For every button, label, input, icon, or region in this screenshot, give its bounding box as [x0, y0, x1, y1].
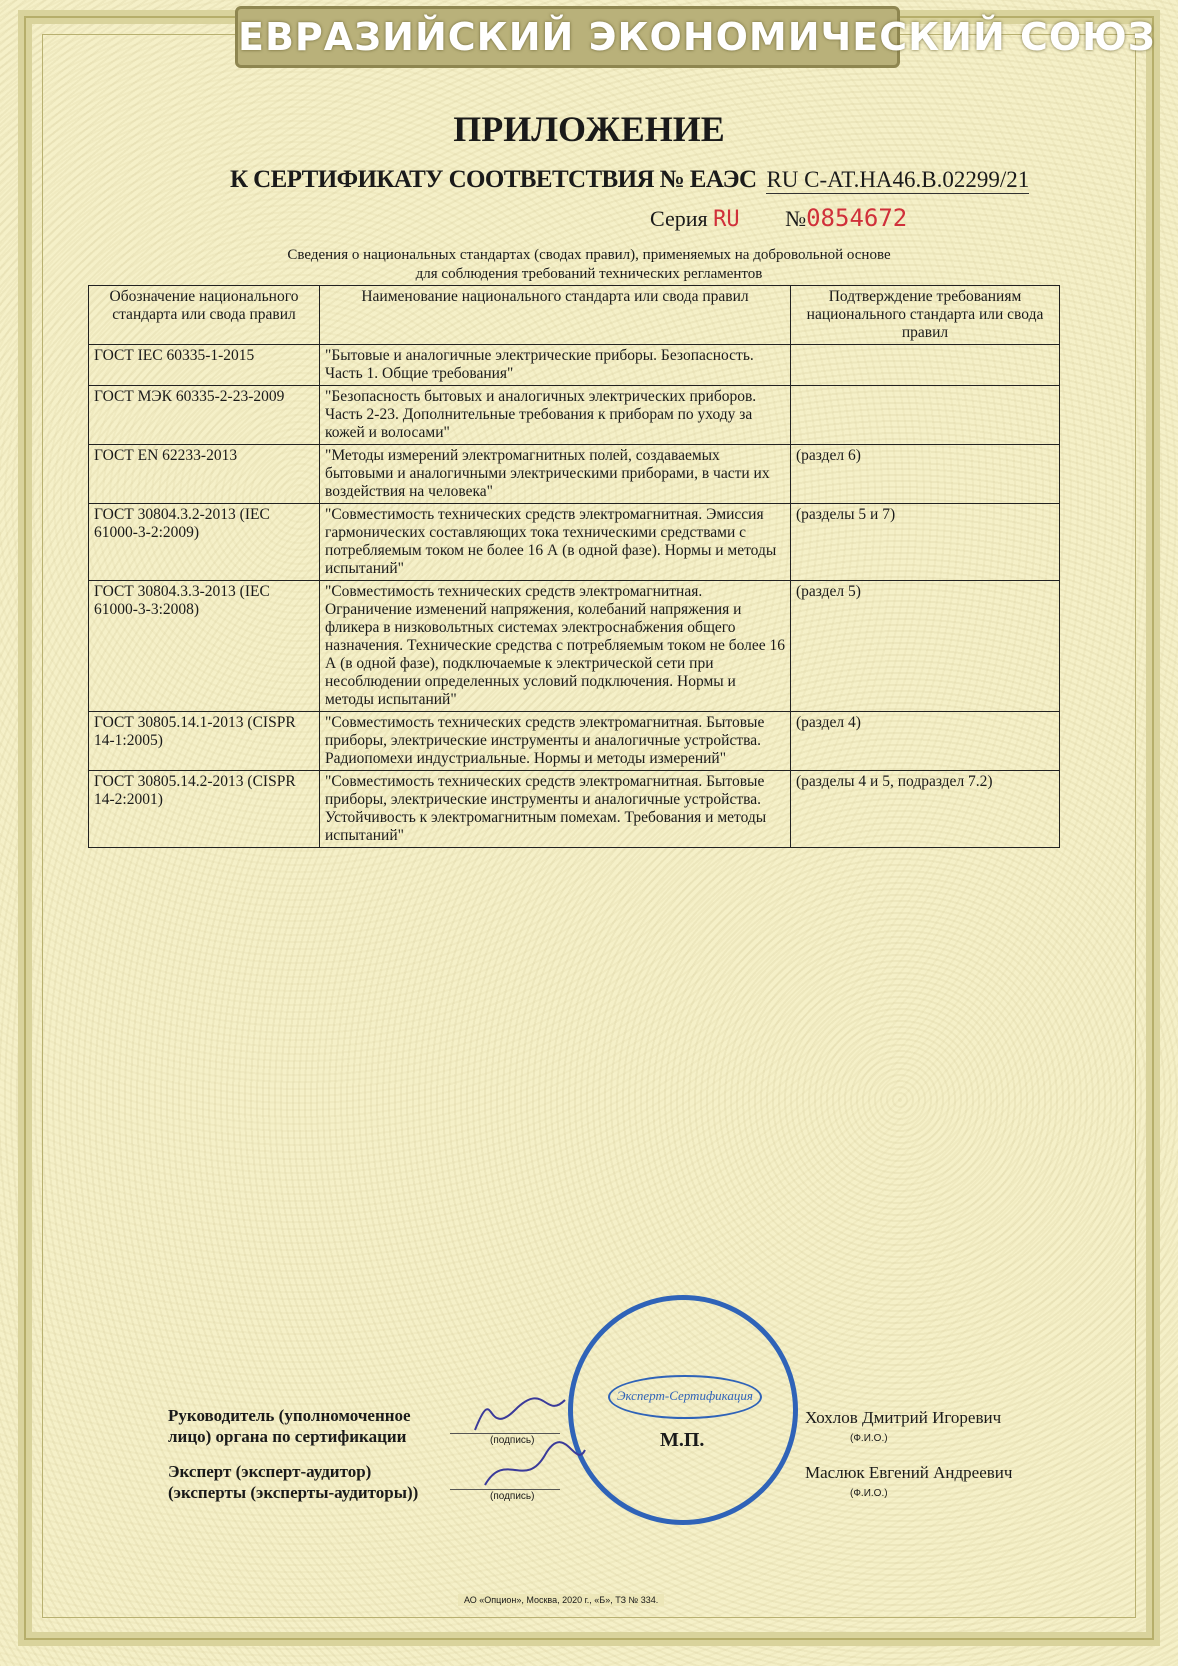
table-row: [89, 712, 1060, 771]
series-label: Серия: [650, 206, 708, 231]
standard-name: "Совместимость технических средств электромагнитная. Ограничение изменений напряжения, колебаний напряжения и фликера в низковольтных системах электроснабжения общего назначения. Технические средства с потребляемым током не более 16 А (в одной фазе), подключаемые к электрической сети при несоблюдении определенных условий подключения. Нормы и методы испытаний": [320, 581, 791, 712]
column-header: Обозначение национального стандарта или свода правил: [89, 286, 320, 345]
standard-code: ГОСТ EN 62233-2013: [89, 445, 320, 504]
eaeu-banner: ЕВРАЗИЙСКИЙ ЭКОНОМИЧЕСКИЙ СОЮЗ: [235, 6, 900, 68]
confirmation: (раздел 5): [791, 581, 1060, 712]
standard-code: ГОСТ 30805.14.1-2013 (CISPR 14-1:2005): [89, 712, 320, 771]
fio-caption: (Ф.И.О.): [850, 1433, 888, 1444]
head-name: Хохлов Дмитрий Игоревич: [805, 1408, 1002, 1427]
handwritten-signatures: [455, 1370, 595, 1500]
table-row: [89, 581, 1060, 712]
standard-code: ГОСТ IEC 60335-1-2015: [89, 345, 320, 386]
standard-name: "Совместимость технических средств электромагнитная. Эмиссия гармонических составляющих тока техническими средствами с потребляемым током не более 16 А (в одной фазе). Нормы и методы испытаний": [320, 504, 791, 581]
table-row: [89, 386, 1060, 445]
signature-block: [168, 1405, 418, 1503]
column-header: Подтверждение требованиям национального стандарта или свода правил: [791, 286, 1060, 345]
intro-line: Сведения о национальных стандартах (сводах правил), применяемых на добровольной основе: [287, 247, 891, 263]
head-label: Руководитель (уполномоченное: [168, 1406, 411, 1425]
series-line: [650, 204, 907, 232]
confirmation: [791, 345, 1060, 386]
confirmation: (разделы 4 и 5, подраздел 7.2): [791, 771, 1060, 848]
table-row: [89, 504, 1060, 581]
standard-code: ГОСТ 30804.3.2-2013 (IEC 61000-3-2:2009): [89, 504, 320, 581]
intro-line: для соблюдения требований технических регламентов: [415, 266, 763, 282]
seal-place: М.П.: [660, 1429, 705, 1451]
confirmation: (разделы 5 и 7): [791, 504, 1060, 581]
printer-imprint: АО «Опцион», Москва, 2020 г., «Б», ТЗ № 334.: [458, 1594, 664, 1606]
certificate-number: RU C-AT.HA46.B.02299/21: [766, 167, 1030, 192]
certificate-label: К СЕРТИФИКАТУ СООТВЕТСТВИЯ № ЕАЭС: [230, 166, 757, 193]
expert-name: Маслюк Евгений Андреевич: [805, 1463, 1013, 1482]
standard-name: "Безопасность бытовых и аналогичных электрических приборов. Часть 2-23. Дополнительные требования к приборам по уходу за кожей и волосами": [320, 386, 791, 445]
standard-name: "Методы измерений электромагнитных полей, создаваемых бытовыми и аналогичными электрическими приборами, в части их воздействия на человека": [320, 445, 791, 504]
form-no-label: №: [785, 206, 807, 231]
certificate-line: [230, 166, 1029, 194]
page-title: ПРИЛОЖЕНИЕ: [453, 109, 725, 149]
series-value: RU: [713, 207, 740, 232]
confirmation: (раздел 6): [791, 445, 1060, 504]
head-label: лицо) органа по сертификации: [168, 1427, 407, 1446]
standard-name: "Бытовые и аналогичные электрические приборы. Безопасность. Часть 1. Общие требования": [320, 345, 791, 386]
standard-name: "Совместимость технических средств электромагнитная. Бытовые приборы, электрические инструменты и аналогичные устройства. Радиопомехи индустриальные. Нормы и методы измерений": [320, 712, 791, 771]
signature-caption: (подпись): [490, 1491, 535, 1502]
table-header: [89, 286, 1060, 345]
column-header: Наименование национального стандарта или свода правил: [320, 286, 791, 345]
expert-label: (эксперты (эксперты-аудиторы)): [168, 1483, 419, 1502]
confirmation: [791, 386, 1060, 445]
stamp-text: Эксперт-Сертификация: [608, 1375, 762, 1419]
standard-code: ГОСТ 30804.3.3-2013 (IEC 61000-3-3:2008): [89, 581, 320, 712]
intro-text: [0, 246, 1178, 284]
fio-caption: (Ф.И.О.): [850, 1488, 888, 1499]
table-row: [89, 345, 1060, 386]
certification-stamp: [568, 1295, 798, 1525]
table-row: [89, 445, 1060, 504]
standards-table: [88, 285, 1060, 848]
table-row: [89, 771, 1060, 848]
standard-code: ГОСТ МЭК 60335-2-23-2009: [89, 386, 320, 445]
form-number: 0854672: [806, 204, 908, 232]
standard-name: "Совместимость технических средств электромагнитная. Бытовые приборы, электрические инструменты и аналогичные устройства. Устойчивость к электромагнитным помехам. Требования и методы испытаний": [320, 771, 791, 848]
standard-code: ГОСТ 30805.14.2-2013 (CISPR 14-2:2001): [89, 771, 320, 848]
confirmation: (раздел 4): [791, 712, 1060, 771]
signature-caption: (подпись): [490, 1435, 535, 1446]
expert-label: Эксперт (эксперт-аудитор): [168, 1462, 372, 1481]
